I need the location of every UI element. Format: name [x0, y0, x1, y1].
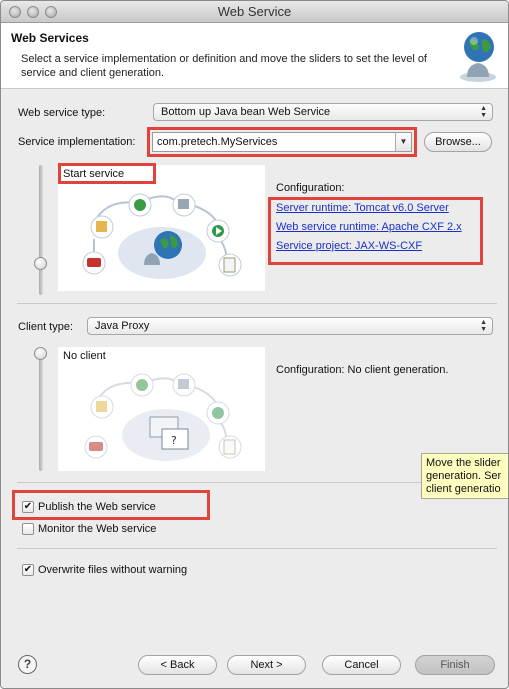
highlight-publish [12, 490, 210, 520]
wizard-header [1, 23, 508, 89]
web-service-runtime-link[interactable]: Web service runtime: Apache CXF 2.x [276, 221, 462, 233]
service-implementation-label: Service implementation: [18, 136, 136, 148]
updown-arrows-icon: ▲ ▼ [480, 105, 487, 119]
window-title: Web Service [217, 4, 292, 19]
zoom-window-icon[interactable] [45, 6, 57, 18]
cancel-button[interactable]: Cancel [322, 655, 401, 675]
service-level-label: Start service [63, 168, 125, 180]
highlight-configuration-links [268, 197, 483, 265]
service-configuration-label: Configuration: [276, 182, 345, 194]
separator [17, 482, 421, 483]
client-slider-track[interactable] [39, 349, 43, 471]
client-configuration-text: Configuration: No client generation. [276, 364, 449, 376]
close-window-icon[interactable] [9, 6, 21, 18]
monitor-checkbox[interactable] [22, 523, 34, 535]
publish-label[interactable]: Publish the Web service [38, 501, 156, 513]
finish-button[interactable]: Finish [415, 655, 495, 675]
separator [17, 548, 497, 549]
client-type-value: Java Proxy [95, 320, 150, 332]
slider-tooltip [421, 453, 509, 499]
client-lifecycle-diagram-icon [58, 347, 265, 471]
next-button[interactable]: Next > [227, 655, 306, 675]
web-service-type-select[interactable] [153, 103, 493, 121]
publish-checkbox[interactable]: ✔ [23, 501, 33, 512]
highlight-service-implementation [147, 127, 417, 157]
separator [17, 303, 497, 304]
title-bar [1, 1, 508, 23]
minimize-window-icon[interactable] [27, 6, 39, 18]
client-slider-thumb[interactable] [34, 347, 47, 360]
back-button[interactable]: < Back [138, 655, 217, 675]
service-slider-track[interactable] [39, 165, 43, 295]
browse-button[interactable]: Browse... [424, 132, 492, 152]
window-controls [9, 6, 57, 18]
service-project-link[interactable]: Service project: JAX-WS-CXF [276, 240, 423, 252]
page-description: Select a service implementation or definition and move the sliders to set the level of service and client generation. [21, 53, 427, 79]
tooltip-line: generation. Ser [426, 470, 502, 482]
client-type-label: Client type: [18, 321, 74, 333]
tooltip-line: Move the slider [426, 457, 501, 469]
web-service-type-label: Web service type: [18, 107, 106, 119]
page-title: Web Services [11, 31, 89, 45]
chevron-down-icon[interactable]: ▼ [395, 133, 411, 151]
svg-text:?: ? [171, 434, 177, 447]
client-type-select[interactable] [87, 317, 493, 335]
monitor-label[interactable]: Monitor the Web service [38, 523, 157, 535]
service-slider-thumb[interactable] [34, 257, 47, 270]
web-service-type-value: Bottom up Java bean Web Service [161, 106, 331, 118]
updown-arrows-icon: ▲ ▼ [480, 319, 487, 333]
client-diagram [58, 347, 265, 471]
help-icon[interactable]: ? [18, 655, 37, 674]
overwrite-checkbox[interactable]: ✔ [23, 564, 33, 575]
highlight-start-service [58, 163, 156, 184]
client-level-label: No client [63, 350, 106, 362]
server-runtime-link[interactable]: Server runtime: Tomcat v6.0 Server [276, 202, 449, 214]
overwrite-label[interactable]: Overwrite files without warning [38, 564, 188, 576]
service-implementation-value: com.pretech.MyServices [157, 136, 278, 148]
tooltip-line: client generatio [426, 483, 501, 495]
web-service-globe-icon [453, 27, 503, 83]
